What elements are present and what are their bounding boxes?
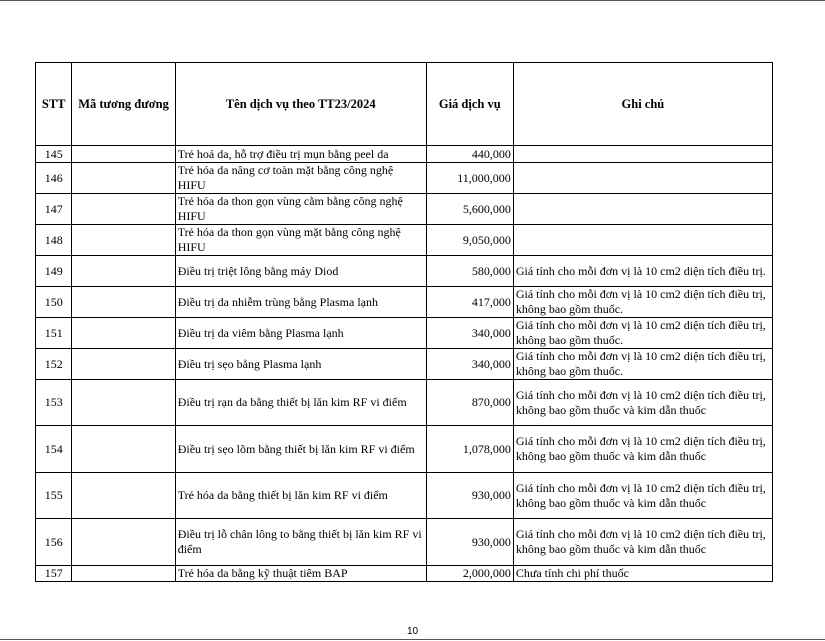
cell-stt: 156 bbox=[36, 519, 72, 566]
cell-gia: 580,000 bbox=[426, 256, 513, 287]
cell-ten: Điều trị da viêm bằng Plasma lạnh bbox=[175, 318, 426, 349]
cell-ghi: Giá tính cho mỗi đơn vị là 10 cm2 diện tích điều trị, không bao gồm thuốc. bbox=[513, 287, 772, 318]
cell-gia: 440,000 bbox=[426, 146, 513, 163]
cell-ten: Trẻ hóa da bằng thiết bị lăn kim RF vi điểm bbox=[175, 473, 426, 519]
cell-ghi: Chưa tính chi phí thuốc bbox=[513, 566, 772, 582]
cell-gia: 5,600,000 bbox=[426, 194, 513, 225]
cell-ma bbox=[72, 287, 175, 318]
cell-ten: Trẻ hóa da thon gọn vùng mặt bằng công nghệ HIFU bbox=[175, 225, 426, 256]
table-row bbox=[36, 318, 773, 349]
cell-stt: 152 bbox=[36, 349, 72, 380]
cell-stt: 150 bbox=[36, 287, 72, 318]
cell-ten: Điều trị rạn da bằng thiết bị lăn kim RF vi điểm bbox=[175, 380, 426, 426]
cell-ma bbox=[72, 318, 175, 349]
cell-ten: Trẻ hoá da, hỗ trợ điều trị mụn bằng peel da bbox=[175, 146, 426, 163]
cell-ghi: Giá tính cho mỗi đơn vị là 10 cm2 diện tích điều trị. bbox=[513, 256, 772, 287]
cell-ghi: Giá tính cho mỗi đơn vị là 10 cm2 diện tích điều trị, không bao gồm thuốc. bbox=[513, 349, 772, 380]
cell-stt: 146 bbox=[36, 163, 72, 194]
cell-ma bbox=[72, 256, 175, 287]
cell-ma bbox=[72, 349, 175, 380]
header-gia-dich-vu: Giá dịch vụ bbox=[426, 63, 513, 146]
cell-ghi bbox=[513, 146, 772, 163]
cell-ma bbox=[72, 225, 175, 256]
cell-ten: Trẻ hóa da thon gọn vùng cằm bằng công nghệ HIFU bbox=[175, 194, 426, 225]
cell-gia: 930,000 bbox=[426, 519, 513, 566]
table-row bbox=[36, 473, 773, 519]
cell-ma bbox=[72, 473, 175, 519]
cell-gia: 340,000 bbox=[426, 318, 513, 349]
cell-ma bbox=[72, 194, 175, 225]
cell-ma bbox=[72, 519, 175, 566]
cell-ten: Trẻ hóa da nâng cơ toàn mặt bằng công nghệ HIFU bbox=[175, 163, 426, 194]
cell-stt: 145 bbox=[36, 146, 72, 163]
cell-stt: 151 bbox=[36, 318, 72, 349]
table-row bbox=[36, 225, 773, 256]
header-stt: STT bbox=[36, 63, 72, 146]
cell-ma bbox=[72, 426, 175, 473]
cell-stt: 155 bbox=[36, 473, 72, 519]
cell-gia: 1,078,000 bbox=[426, 426, 513, 473]
cell-gia: 930,000 bbox=[426, 473, 513, 519]
cell-gia: 417,000 bbox=[426, 287, 513, 318]
cell-gia: 340,000 bbox=[426, 349, 513, 380]
cell-gia: 870,000 bbox=[426, 380, 513, 426]
cell-stt: 148 bbox=[36, 225, 72, 256]
cell-stt: 154 bbox=[36, 426, 72, 473]
cell-ten: Trẻ hóa da bằng kỹ thuật tiêm BAP bbox=[175, 566, 426, 582]
cell-stt: 147 bbox=[36, 194, 72, 225]
header-ten-dich-vu: Tên dịch vụ theo TT23/2024 bbox=[175, 63, 426, 146]
table-row bbox=[36, 349, 773, 380]
header-ghi-chu: Ghi chú bbox=[513, 63, 772, 146]
cell-stt: 153 bbox=[36, 380, 72, 426]
cell-ma bbox=[72, 163, 175, 194]
table-row bbox=[36, 426, 773, 473]
page-number: 10 bbox=[406, 626, 419, 637]
service-price-table bbox=[35, 62, 773, 582]
top-rule bbox=[0, 0, 825, 1]
cell-gia: 2,000,000 bbox=[426, 566, 513, 582]
table-row bbox=[36, 566, 773, 582]
header-ma-tuong-duong: Mã tương đương bbox=[72, 63, 175, 146]
table-row bbox=[36, 194, 773, 225]
table-header-row bbox=[36, 63, 773, 146]
cell-ma bbox=[72, 146, 175, 163]
table-row bbox=[36, 519, 773, 566]
cell-ten: Điều trị lỗ chân lông to bằng thiết bị lăn kim RF vi điểm bbox=[175, 519, 426, 566]
cell-ghi: Giá tính cho mỗi đơn vị là 10 cm2 diện tích điều trị, không bao gồm thuốc và kim dẫn thuốc bbox=[513, 380, 772, 426]
cell-ma bbox=[72, 380, 175, 426]
cell-ghi: Giá tính cho mỗi đơn vị là 10 cm2 diện tích điều trị, không bao gồm thuốc và kim dẫn thuốc bbox=[513, 519, 772, 566]
cell-ten: Điều trị sẹo lõm bằng thiết bị lăn kim RF vi điểm bbox=[175, 426, 426, 473]
cell-ghi bbox=[513, 194, 772, 225]
cell-stt: 157 bbox=[36, 566, 72, 582]
cell-ma bbox=[72, 566, 175, 582]
table-row bbox=[36, 256, 773, 287]
cell-ghi: Giá tính cho mỗi đơn vị là 10 cm2 diện tích điều trị, không bao gồm thuốc và kim dẫn thuốc bbox=[513, 426, 772, 473]
table-row bbox=[36, 146, 773, 163]
table-row bbox=[36, 380, 773, 426]
cell-ghi bbox=[513, 163, 772, 194]
cell-gia: 9,050,000 bbox=[426, 225, 513, 256]
cell-ten: Điều trị sẹo bằng Plasma lạnh bbox=[175, 349, 426, 380]
cell-gia: 11,000,000 bbox=[426, 163, 513, 194]
table-row bbox=[36, 163, 773, 194]
cell-ghi bbox=[513, 225, 772, 256]
cell-stt: 149 bbox=[36, 256, 72, 287]
cell-ghi: Giá tính cho mỗi đơn vị là 10 cm2 diện tích điều trị, không bao gồm thuốc. bbox=[513, 318, 772, 349]
cell-ten: Điều trị da nhiễm trùng bằng Plasma lạnh bbox=[175, 287, 426, 318]
bottom-rule bbox=[0, 639, 825, 640]
cell-ten: Điều trị triệt lông bằng máy Diod bbox=[175, 256, 426, 287]
table-row bbox=[36, 287, 773, 318]
cell-ghi: Giá tính cho mỗi đơn vị là 10 cm2 diện tích điều trị, không bao gồm thuốc và kim dẫn thuốc bbox=[513, 473, 772, 519]
